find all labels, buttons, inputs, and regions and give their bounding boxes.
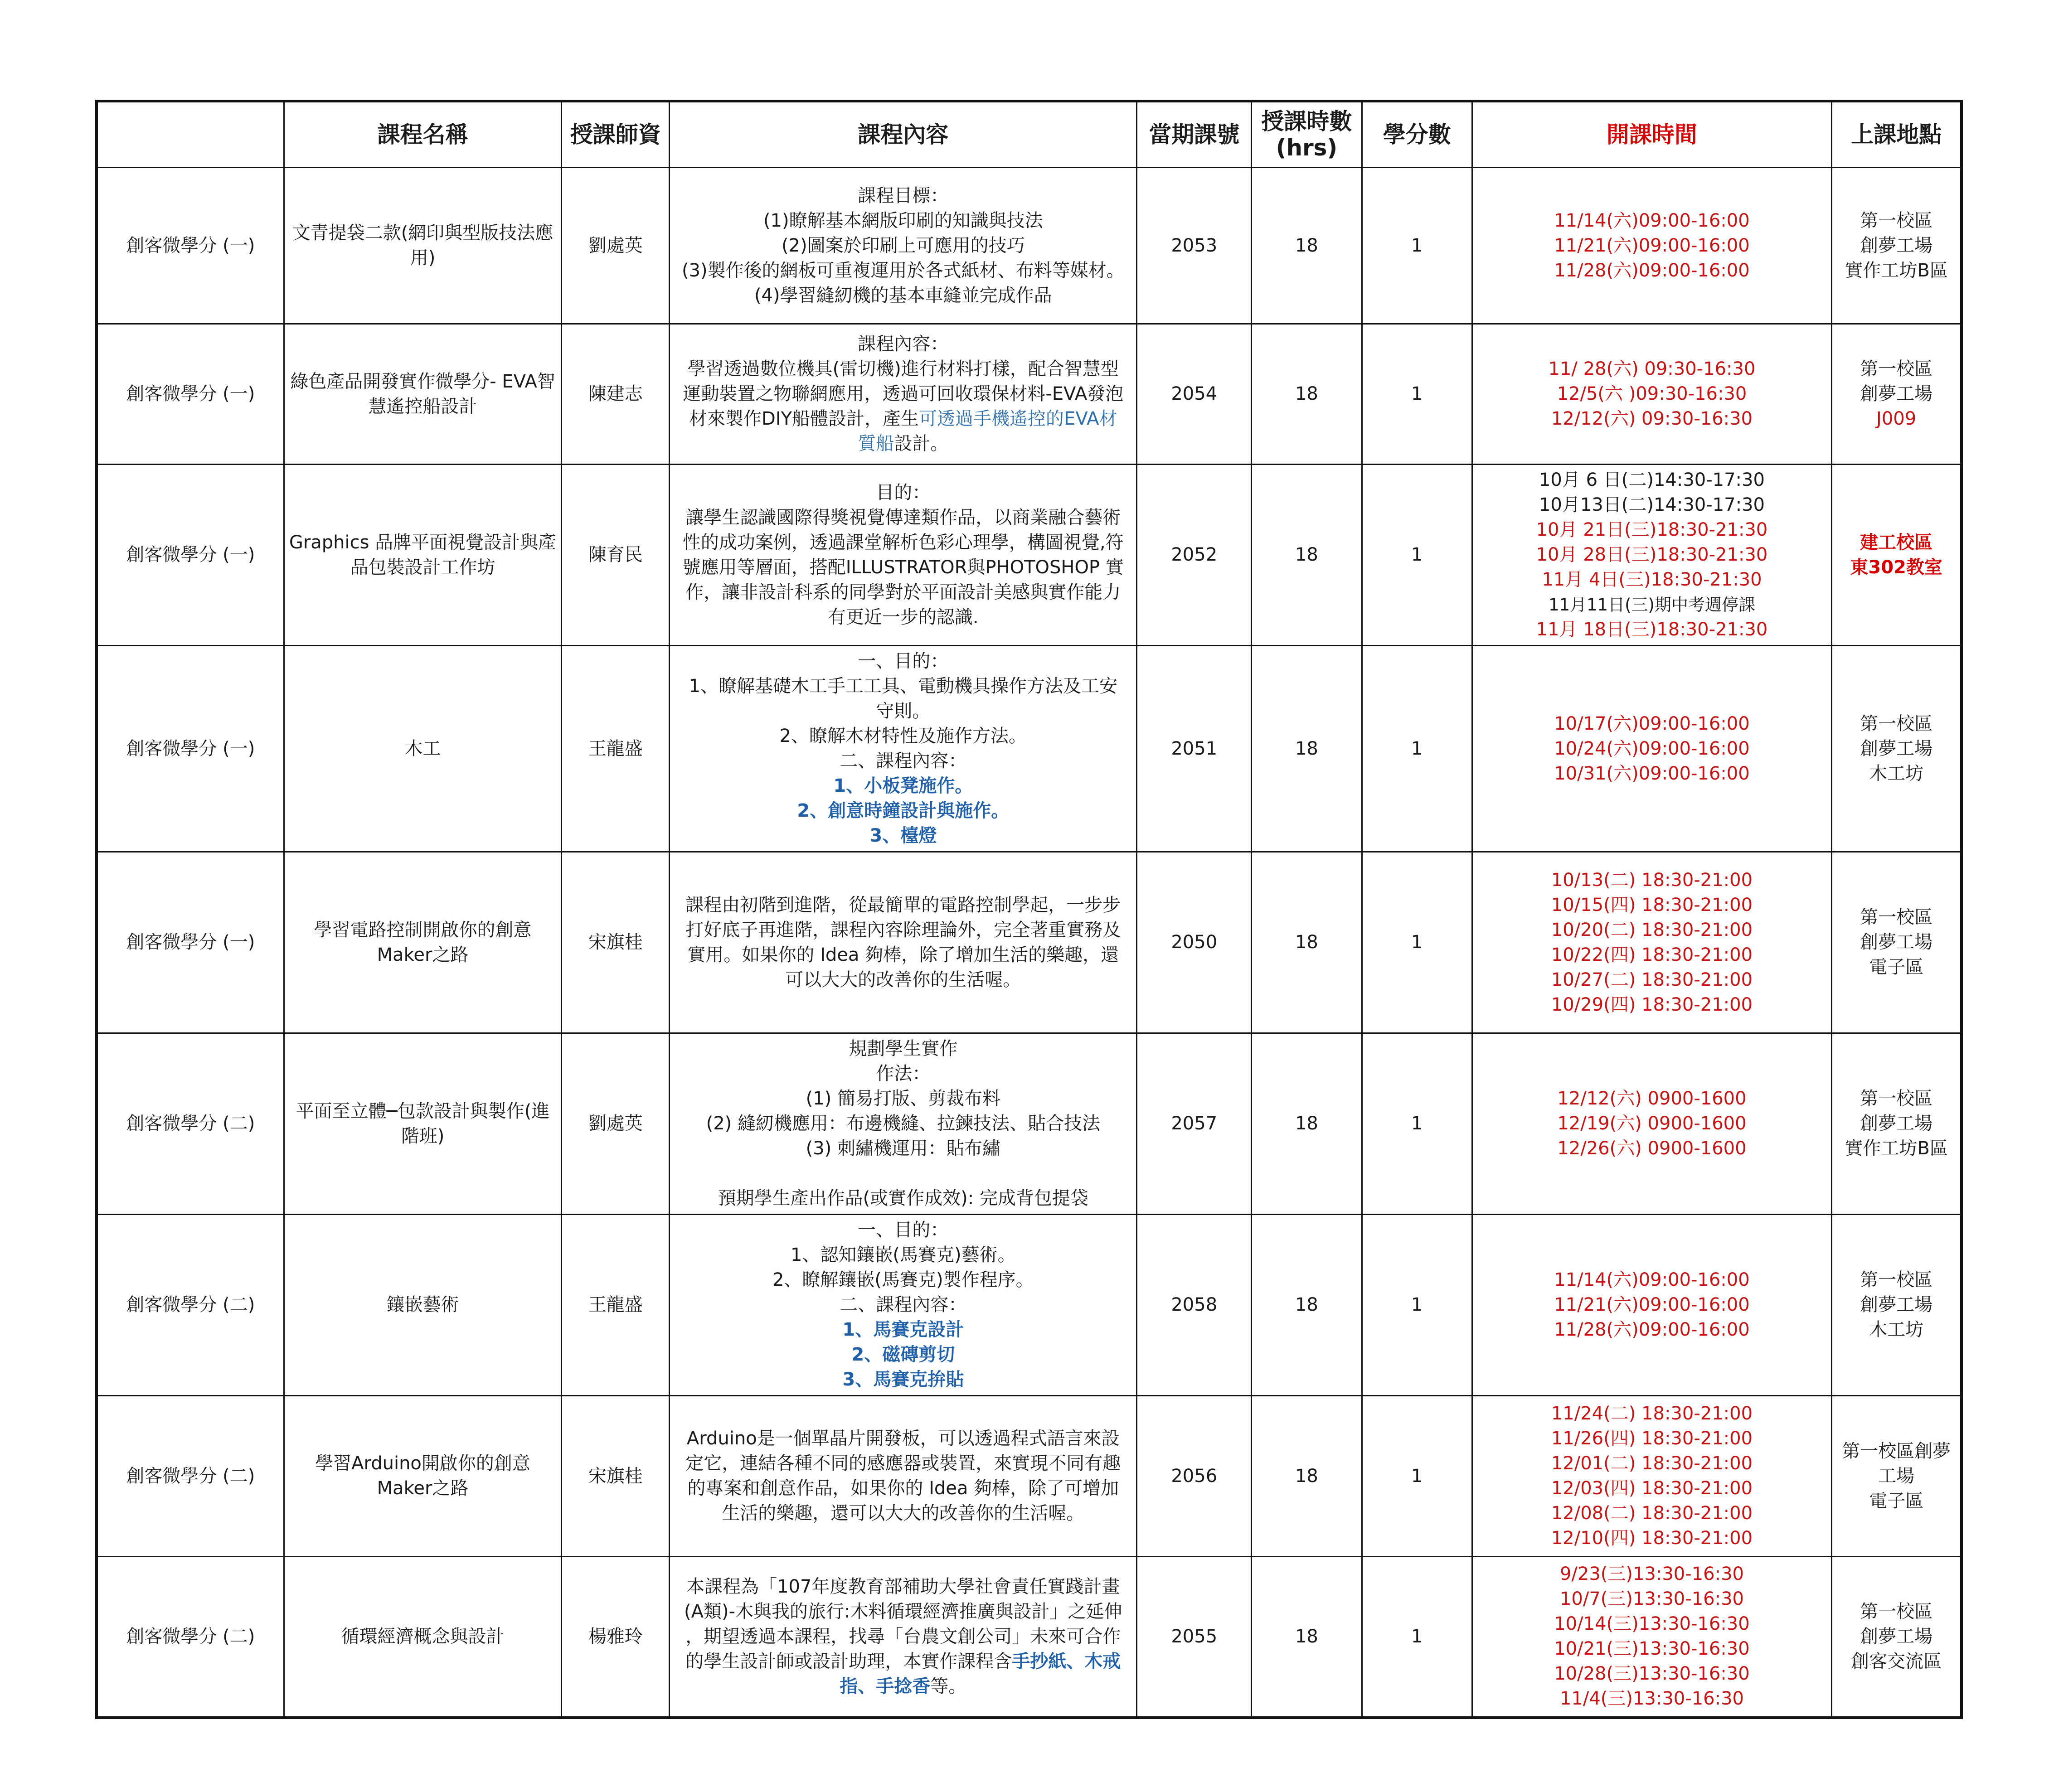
course-code-cell: 2050: [1137, 852, 1252, 1033]
schedule-line: 10/27(二) 18:30-21:00: [1551, 969, 1753, 990]
location-line: 第一校區: [1860, 713, 1933, 734]
schedule-cell: [1472, 1215, 1832, 1396]
content-text: (1) 簡易打版、剪裁布料: [806, 1088, 1000, 1109]
content-line: [675, 724, 1131, 749]
table-row: [97, 646, 1962, 852]
location-line: 工場: [1878, 1465, 1915, 1487]
content-line: [675, 283, 1131, 308]
content-text: (3)製作後的網板可重複運用於各式紙材、布料等媒材。: [681, 260, 1125, 281]
schedule-line: 11月 18日(三)18:30-21:30: [1536, 619, 1768, 640]
schedule-line: 11/28(六)09:00-16:00: [1554, 260, 1750, 281]
location-line: 第一校區: [1860, 1601, 1933, 1622]
content-line: [675, 1367, 1131, 1392]
content-line: [675, 1426, 1131, 1451]
location-line: 實作工坊B區: [1845, 1138, 1948, 1159]
content-text: 運動裝置之物聯網應用，透過可回收環保材料-EVA發泡: [683, 383, 1124, 404]
course-code-cell: 2057: [1137, 1033, 1252, 1215]
course-code-cell: 2058: [1137, 1215, 1252, 1396]
course-code-cell: 2053: [1137, 168, 1252, 324]
location-line: 創夢工場: [1860, 1113, 1933, 1134]
content-text: 生活的樂趣，還可以大大的改善你的生活喔。: [722, 1503, 1085, 1524]
schedule-cell: [1472, 324, 1832, 465]
schedule-line: 10/15(四) 18:30-21:00: [1551, 894, 1753, 915]
content-text: 的專案和創意作品，如果你的 Idea 夠棒，除了可增加: [687, 1478, 1119, 1499]
content-text: 課程內容：: [858, 334, 949, 354]
content-line: [675, 357, 1131, 382]
content-line: [675, 1186, 1131, 1211]
location-cell: [1832, 465, 1962, 646]
course-name-cell: Graphics 品牌平面視覺設計與產品包裝設計工作坊: [284, 465, 561, 646]
header-time: 開課時間: [1472, 101, 1832, 168]
schedule-line: 12/19(六) 0900-1600: [1557, 1113, 1747, 1134]
category-cell: 創客微學分 (一): [97, 852, 284, 1033]
hours-cell: 18: [1252, 1557, 1362, 1718]
schedule-cell: [1472, 168, 1832, 324]
content-line: [675, 1268, 1131, 1293]
instructor-cell: 陳建志: [562, 324, 670, 465]
schedule-line: 11/24(二) 18:30-21:00: [1551, 1403, 1753, 1424]
schedule-line: 12/08(二) 18:30-21:00: [1551, 1503, 1753, 1524]
content-cell: [670, 168, 1137, 324]
course-code-cell: 2052: [1137, 465, 1252, 646]
table-row: [97, 1033, 1962, 1215]
schedule-line: 11/14(六)09:00-16:00: [1554, 210, 1750, 231]
content-text: 一、目的：: [858, 651, 949, 672]
header-instructor: 授課師資: [562, 101, 670, 168]
content-text: 材來製作DIY船體設計，產生: [689, 408, 919, 429]
content-line: [675, 1476, 1131, 1501]
schedule-line: 10/14(三)13:30-16:30: [1554, 1613, 1750, 1635]
content-text: 課程目標：: [858, 185, 949, 206]
location-line: J009: [1876, 408, 1917, 429]
content-line: [675, 1036, 1131, 1061]
content-text: 目的：: [876, 482, 931, 503]
hours-cell: 18: [1252, 168, 1362, 324]
content-line: [675, 1599, 1131, 1624]
content-text: 的學生設計師或設計助理，本實作課程含: [685, 1651, 1012, 1672]
content-line: [675, 407, 1131, 431]
credits-cell: 1: [1362, 1215, 1472, 1396]
content-line: [675, 258, 1131, 283]
content-line: [675, 1451, 1131, 1476]
content-text: 2、磁磚剪切: [851, 1344, 955, 1365]
content-text: ，期望透過本課程，找尋「台農文創公司」未來可合作: [685, 1626, 1121, 1647]
credits-cell: 1: [1362, 646, 1472, 852]
schedule-cell: [1472, 1396, 1832, 1557]
header-row: [97, 101, 1962, 168]
table-row: [97, 852, 1962, 1033]
header-course-name: 課程名稱: [284, 101, 561, 168]
content-line: [675, 893, 1131, 918]
schedule-line: 10月 6 日(二)14:30-17:30: [1539, 470, 1765, 490]
content-highlight: 可透過手機遙控的EVA材: [919, 408, 1117, 429]
content-text: 作法：: [876, 1063, 931, 1084]
content-text: (A類)-木與我的旅行:木料循環經濟推廣與設計」之延伸: [684, 1601, 1122, 1622]
table-row: [97, 324, 1962, 465]
content-highlight: 手抄紙、木戒: [1012, 1651, 1121, 1672]
content-line: [675, 943, 1131, 968]
location-line: 創夢工場: [1860, 383, 1933, 404]
content-text: (2) 縫紉機應用：布邊機縫、拉鍊技法、貼合技法: [706, 1113, 1100, 1134]
content-text: 一、目的：: [858, 1220, 949, 1240]
instructor-cell: 王龍盛: [562, 646, 670, 852]
content-line: [675, 1317, 1131, 1342]
instructor-cell: 楊雅玲: [562, 1557, 670, 1718]
content-line: [675, 332, 1131, 357]
content-text: 2、創意時鐘設計與施作。: [797, 800, 1010, 821]
content-text: (3) 刺繡機運用：貼布繡: [806, 1138, 1000, 1159]
table-row: [97, 465, 1962, 646]
schedule-cell: [1472, 1557, 1832, 1718]
location-cell: [1832, 1215, 1962, 1396]
table-row: [97, 1557, 1962, 1718]
schedule-cell: [1472, 1033, 1832, 1215]
schedule-line: 11月 4日(三)18:30-21:30: [1542, 569, 1762, 590]
course-code-cell: 2056: [1137, 1396, 1252, 1557]
schedule-line: 11/21(六)09:00-16:00: [1554, 1294, 1750, 1315]
schedule-line: 11月11日(三)期中考週停課: [1548, 595, 1755, 615]
header-code: 當期課號: [1137, 101, 1252, 168]
content-text: 有更近一步的認識.: [827, 606, 979, 628]
location-line: 第一校區: [1860, 907, 1933, 928]
content-tail: 等。: [930, 1676, 967, 1697]
content-text: 3、檯燈: [869, 825, 937, 846]
content-text: 學習透過數位機具(雷切機)進行材料打樣，配合智慧型: [687, 358, 1119, 379]
schedule-line: 11/21(六)09:00-16:00: [1554, 235, 1750, 256]
schedule-line: 10/17(六)09:00-16:00: [1554, 713, 1750, 734]
schedule-line: 10/31(六)09:00-16:00: [1554, 763, 1750, 784]
content-text: 實用。如果你的 Idea 夠棒，除了增加生活的樂趣，還: [687, 944, 1119, 965]
credits-cell: 1: [1362, 1557, 1472, 1718]
content-text: 規劃學生實作: [849, 1038, 958, 1059]
location-line: 第一校區: [1860, 1088, 1933, 1109]
schedule-line: 12/01(二) 18:30-21:00: [1551, 1453, 1753, 1474]
hours-cell: 18: [1252, 852, 1362, 1033]
location-line: 電子區: [1869, 1490, 1924, 1511]
schedule-line: 10/29(四) 18:30-21:00: [1551, 994, 1753, 1015]
content-text: 2、瞭解木材特性及施作方法。: [779, 726, 1027, 746]
content-text: (1)瞭解基本網版印刷的知識與技法: [763, 210, 1043, 231]
content-cell: [670, 1557, 1137, 1718]
schedule-cell: [1472, 646, 1832, 852]
content-line: [675, 1086, 1131, 1111]
schedule-line: 10/13(二) 18:30-21:00: [1551, 869, 1753, 891]
content-text: 性的成功案例，透過課堂解析色彩心理學，構圖視覺,符: [682, 532, 1124, 553]
category-cell: 創客微學分 (一): [97, 168, 284, 324]
hours-cell: 18: [1252, 1396, 1362, 1557]
credits-cell: 1: [1362, 1396, 1472, 1557]
content-text: 二、課程內容：: [840, 751, 967, 771]
schedule-line: 12/10(四) 18:30-21:00: [1551, 1528, 1753, 1549]
category-cell: 創客微學分 (一): [97, 465, 284, 646]
schedule-line: 11/ 28(六) 09:30-16:30: [1548, 358, 1756, 379]
course-name-cell: 循環經濟概念與設計: [284, 1557, 561, 1718]
content-text: 預期學生產出作品(或實作成效): 完成背包提袋: [718, 1188, 1088, 1209]
content-line: [675, 382, 1131, 407]
location-line: 木工坊: [1869, 763, 1924, 784]
content-text: 1、瞭解基礎木工手工工具、電動機具操作方法及工安: [689, 676, 1117, 697]
location-line: 第一校區: [1860, 210, 1933, 231]
content-line: [675, 580, 1131, 605]
location-line: 創夢工場: [1860, 932, 1933, 953]
instructor-cell: 宋旗桂: [562, 1396, 670, 1557]
location-line: 創夢工場: [1860, 1626, 1933, 1647]
course-name-cell: 鑲嵌藝術: [284, 1215, 561, 1396]
course-name-cell: 文青提袋二款(網印與型版技法應用): [284, 168, 561, 324]
category-cell: 創客微學分 (二): [97, 1215, 284, 1396]
content-line: [675, 1061, 1131, 1086]
content-cell: [670, 1033, 1137, 1215]
content-text: 號應用等層面，搭配ILLUSTRATOR與PHOTOSHOP 實: [682, 557, 1124, 578]
content-line: [675, 233, 1131, 258]
content-text: 定它，連結各種不同的感應器或裝置，來實現不同有趣: [685, 1453, 1121, 1474]
location-line: 第一校區創夢: [1842, 1440, 1951, 1462]
schedule-line: 12/26(六) 0900-1600: [1557, 1138, 1747, 1159]
hours-cell: 18: [1252, 465, 1362, 646]
schedule-line: 10月 21日(三)18:30-21:30: [1536, 519, 1768, 540]
content-line: [675, 1674, 1131, 1699]
content-line: [675, 1243, 1131, 1268]
schedule-line: 12/12(六) 09:30-16:30: [1551, 408, 1753, 429]
course-name-cell: 綠色產品開發實作微學分- EVA智慧遙控船設計: [284, 324, 561, 465]
content-line: [675, 480, 1131, 505]
content-gap: [675, 1161, 1131, 1186]
content-line: [675, 1649, 1131, 1674]
location-line: 創夢工場: [1860, 1294, 1933, 1315]
content-text: Arduino是一個單晶片開發板，可以透過程式語言來設: [686, 1428, 1120, 1449]
content-line: [675, 1111, 1131, 1136]
credits-cell: 1: [1362, 852, 1472, 1033]
course-name-cell: 學習電路控制開啟你的創意Maker之路: [284, 852, 561, 1033]
course-name-cell: 平面至立體─包款設計與製作(進階班): [284, 1033, 561, 1215]
course-name-cell: 學習Arduino開啟你的創意Maker之路: [284, 1396, 561, 1557]
content-text: 1、馬賽克設計: [842, 1319, 964, 1340]
schedule-cell: [1472, 465, 1832, 646]
location-cell: [1832, 1033, 1962, 1215]
credits-cell: 1: [1362, 465, 1472, 646]
hours-cell: 18: [1252, 646, 1362, 852]
content-line: [675, 208, 1131, 233]
schedule-line: 10/21(三)13:30-16:30: [1554, 1638, 1750, 1660]
table-row: [97, 168, 1962, 324]
content-line: [675, 674, 1131, 699]
content-line: [675, 555, 1131, 580]
schedule-line: 10/22(四) 18:30-21:00: [1551, 944, 1753, 965]
credits-cell: 1: [1362, 168, 1472, 324]
location-line: 東302教室: [1850, 557, 1942, 578]
hours-cell: 18: [1252, 1033, 1362, 1215]
category-cell: 創客微學分 (一): [97, 324, 284, 465]
location-cell: [1832, 1557, 1962, 1718]
schedule-line: 12/03(四) 18:30-21:00: [1551, 1478, 1753, 1499]
course-code-cell: 2055: [1137, 1557, 1252, 1718]
course-code-cell: 2054: [1137, 324, 1252, 465]
course-rows: [97, 168, 1962, 1718]
table-row: [97, 1215, 1962, 1396]
content-text: 可以大大的改善你的生活喔。: [785, 969, 1021, 990]
location-line: 創夢工場: [1860, 738, 1933, 759]
content-line: [675, 505, 1131, 530]
content-text: 守則。: [876, 701, 931, 722]
content-cell: [670, 1396, 1137, 1557]
content-line: [675, 1293, 1131, 1317]
content-text: (2)圖案於印刷上可應用的技巧: [781, 235, 1025, 256]
content-line: [675, 918, 1131, 943]
schedule-line: 10/20(二) 18:30-21:00: [1551, 919, 1753, 940]
schedule-line: 11/14(六)09:00-16:00: [1554, 1269, 1750, 1290]
content-line: [675, 1218, 1131, 1243]
schedule-line: 10/7(三)13:30-16:30: [1559, 1589, 1744, 1610]
header-credits: 學分數: [1362, 101, 1472, 168]
content-cell: [670, 852, 1137, 1033]
location-line: 創夢工場: [1860, 235, 1933, 256]
table-row: [97, 1396, 1962, 1557]
credits-cell: 1: [1362, 1033, 1472, 1215]
header-content: 課程內容: [670, 101, 1137, 168]
content-line: [675, 823, 1131, 848]
content-text: 1、認知鑲嵌(馬賽克)藝術。: [790, 1245, 1016, 1265]
schedule-line: 11/28(六)09:00-16:00: [1554, 1319, 1750, 1340]
schedule-line: 10/28(三)13:30-16:30: [1554, 1663, 1750, 1685]
instructor-cell: 王龍盛: [562, 1215, 670, 1396]
category-cell: 創客微學分 (二): [97, 1033, 284, 1215]
content-text: 打好底子再進階，課程內容除理論外，完全著重實務及: [685, 919, 1121, 940]
schedule-cell: [1472, 852, 1832, 1033]
schedule-line: 11/4(三)13:30-16:30: [1559, 1688, 1744, 1710]
header-hours: [1252, 101, 1362, 168]
instructor-cell: 劉處英: [562, 168, 670, 324]
content-line: [675, 1501, 1131, 1526]
content-highlight: 質船: [858, 433, 894, 454]
instructor-cell: 宋旗桂: [562, 852, 670, 1033]
header-hours-label: 授課時數 (hrs): [1261, 108, 1352, 161]
location-line: 電子區: [1869, 957, 1924, 978]
content-line: [675, 530, 1131, 555]
content-line: [675, 799, 1131, 823]
content-line: [675, 431, 1131, 456]
content-text: 課程由初階到進階，從最簡單的電路控制學起，一步步: [685, 894, 1121, 915]
category-cell: 創客微學分 (二): [97, 1557, 284, 1718]
schedule-line: 12/5(六 )09:30-16:30: [1557, 383, 1747, 404]
header-category: [97, 101, 284, 168]
content-text: 讓學生認識國際得獎視覺傳達類作品，以商業融合藝術: [685, 507, 1121, 528]
location-cell: [1832, 324, 1962, 465]
content-line: [675, 1342, 1131, 1367]
schedule-line: 9/23(三)13:30-16:30: [1559, 1564, 1744, 1585]
content-text: 本課程為「107年度教育部補助大學社會責任實踐計畫: [686, 1576, 1120, 1597]
location-cell: [1832, 1396, 1962, 1557]
schedule-line: 10/24(六)09:00-16:00: [1554, 738, 1750, 759]
content-line: [675, 649, 1131, 674]
content-text: 3、馬賽克拚貼: [842, 1369, 964, 1390]
content-line: [675, 605, 1131, 630]
header-location: 上課地點: [1832, 101, 1962, 168]
location-cell: [1832, 852, 1962, 1033]
content-line: [675, 1574, 1131, 1599]
content-text: 二、課程內容：: [840, 1294, 967, 1315]
category-cell: 創客微學分 (二): [97, 1396, 284, 1557]
location-line: 建工校區: [1860, 532, 1933, 553]
category-cell: 創客微學分 (一): [97, 646, 284, 852]
content-line: [675, 749, 1131, 774]
course-code-cell: 2051: [1137, 646, 1252, 852]
content-highlight: 指、手捻香: [840, 1676, 931, 1697]
course-name-cell: 木工: [284, 646, 561, 852]
content-text: 作，讓非設計科系的同學對於平面設計美感與實作能力: [685, 581, 1121, 603]
content-line: [675, 184, 1131, 208]
content-cell: [670, 465, 1137, 646]
location-line: 木工坊: [1869, 1319, 1924, 1340]
content-text: (4)學習縫紉機的基本車縫並完成作品: [754, 285, 1052, 306]
credits-cell: 1: [1362, 324, 1472, 465]
content-text: 1、小板凳施作。: [833, 775, 973, 796]
content-line: [675, 699, 1131, 724]
instructor-cell: 陳育民: [562, 465, 670, 646]
content-text: 2、瞭解鑲嵌(馬賽克)製作程序。: [772, 1269, 1034, 1290]
location-line: 實作工坊B區: [1845, 260, 1948, 281]
content-line: [675, 1624, 1131, 1649]
instructor-cell: 劉處英: [562, 1033, 670, 1215]
hours-cell: 18: [1252, 324, 1362, 465]
content-line: [675, 1136, 1131, 1161]
location-line: 創客交流區: [1851, 1651, 1942, 1672]
course-table: [95, 100, 1963, 1719]
location-line: 第一校區: [1860, 358, 1933, 379]
schedule-line: 10月13日(二)14:30-17:30: [1539, 494, 1765, 515]
schedule-line: 12/12(六) 0900-1600: [1557, 1088, 1747, 1109]
content-tail: 設計。: [894, 433, 949, 454]
location-cell: [1832, 646, 1962, 852]
location-line: 第一校區: [1860, 1269, 1933, 1290]
location-cell: [1832, 168, 1962, 324]
hours-cell: 18: [1252, 1215, 1362, 1396]
content-cell: [670, 1215, 1137, 1396]
schedule-line: 11/26(四) 18:30-21:00: [1551, 1428, 1753, 1449]
content-line: [675, 968, 1131, 993]
content-cell: [670, 646, 1137, 852]
schedule-line: 10月 28日(三)18:30-21:30: [1536, 544, 1768, 565]
content-line: [675, 774, 1131, 799]
content-cell: [670, 324, 1137, 465]
